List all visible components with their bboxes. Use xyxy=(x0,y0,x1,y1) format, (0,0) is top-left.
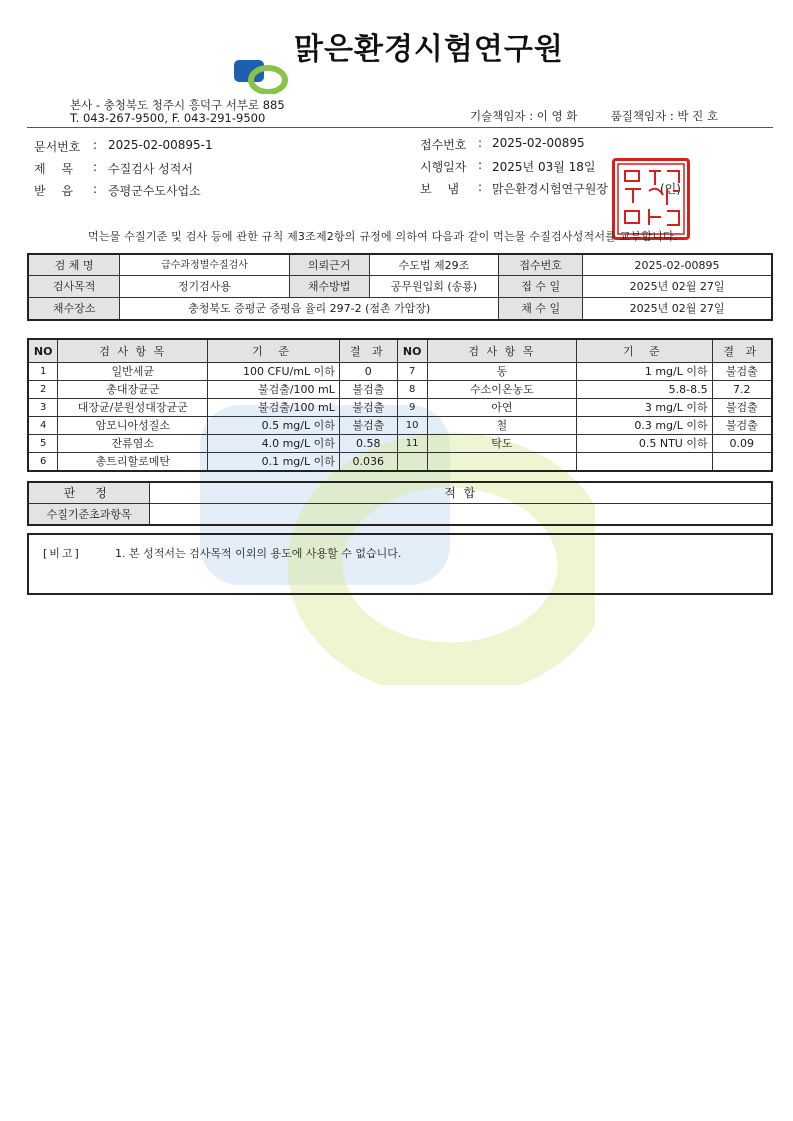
result-right-result: 불검출 xyxy=(712,417,772,435)
result-left-result: 불검출 xyxy=(339,381,397,399)
stamp-seal-icon xyxy=(615,161,687,237)
result-right-no: 9 xyxy=(397,399,427,417)
result-right-no: 8 xyxy=(397,381,427,399)
judgment-row xyxy=(28,482,772,504)
company-logo xyxy=(232,58,288,94)
result-left-std: 0.5 mg/L 이하 xyxy=(208,417,340,435)
purpose: 정기검사용 xyxy=(120,276,290,298)
result-left-std: 0.1 mg/L 이하 xyxy=(208,453,340,472)
header-no-right: NO xyxy=(397,339,427,363)
result-left-no: 1 xyxy=(28,363,58,381)
result-left-item: 잔류염소 xyxy=(58,435,208,453)
result-right-no: 11 xyxy=(397,435,427,453)
quality-manager: 품질책임자 : 박 진 호 xyxy=(610,109,719,123)
results-header-row xyxy=(28,339,772,363)
result-right-std: 1 mg/L 이하 xyxy=(577,363,713,381)
header-item-left: 검 사 항 목 xyxy=(58,339,208,363)
result-left-std: 100 CFU/mL 이하 xyxy=(208,363,340,381)
sender-seal: (인) xyxy=(660,182,681,196)
result-right-item: 수소이온농도 xyxy=(427,381,576,399)
location: 충청북도 증평군 증평읍 율리 297-2 (점촌 가압장) xyxy=(120,298,499,321)
subject: 수질검사 성적서 xyxy=(108,162,193,176)
result-left-no: 3 xyxy=(28,399,58,417)
header-divider xyxy=(27,127,773,128)
result-left-item: 암모니아성질소 xyxy=(58,417,208,435)
table-row xyxy=(28,363,772,381)
specimen: 급수과정별수질검사 xyxy=(120,254,290,276)
result-right-std: 5.8-8.5 xyxy=(577,381,713,399)
result-right-std: 0.5 NTU 이하 xyxy=(577,435,713,453)
judgment-table xyxy=(27,481,773,526)
result-right-no: 10 xyxy=(397,417,427,435)
header-std-left: 기 준 xyxy=(208,339,340,363)
table-row xyxy=(28,453,772,472)
results-table xyxy=(27,338,773,472)
test-date-label: 시행일자 xyxy=(420,160,467,174)
location-label: 채수장소 xyxy=(28,298,120,321)
judgment-label: 판 정 xyxy=(28,482,150,504)
header-std-right: 기 준 xyxy=(577,339,713,363)
table-row xyxy=(28,435,772,453)
header-no-left: NO xyxy=(28,339,58,363)
result-left-result: 0 xyxy=(339,363,397,381)
result-left-item: 총대장균군 xyxy=(58,381,208,399)
result-left-item: 일반세균 xyxy=(58,363,208,381)
exceed-label: 수질기준초과항목 xyxy=(28,504,150,526)
result-right-item: 아연 xyxy=(427,399,576,417)
result-left-no: 4 xyxy=(28,417,58,435)
result-right-result: 0.09 xyxy=(712,435,772,453)
result-right-no xyxy=(397,453,427,472)
header-result-right: 결 과 xyxy=(712,339,772,363)
method-label: 채수방법 xyxy=(289,276,369,298)
org-name: 맑은환경시험연구원 xyxy=(294,32,564,67)
receipt-date: 2025년 02월 27일 xyxy=(583,276,772,298)
result-left-result: 0.58 xyxy=(339,435,397,453)
receipt-no-label: 접수번호 xyxy=(420,138,467,152)
table-row xyxy=(28,399,772,417)
result-left-no: 2 xyxy=(28,381,58,399)
result-left-std: 4.0 mg/L 이하 xyxy=(208,435,340,453)
info-row-1 xyxy=(28,254,772,276)
result-right-result xyxy=(712,453,772,472)
judgment-value: 적 합 xyxy=(150,482,772,504)
method: 공무원입회 (송룡) xyxy=(369,276,499,298)
managers xyxy=(470,108,718,124)
result-left-result: 0.036 xyxy=(339,453,397,472)
receipt-date-label: 접 수 일 xyxy=(499,276,583,298)
basis-label: 의뢰근거 xyxy=(289,254,369,276)
sender: 맑은환경시험연구원장 xyxy=(492,182,608,196)
result-left-no: 5 xyxy=(28,435,58,453)
exceed-row xyxy=(28,504,772,526)
info-row-3 xyxy=(28,298,772,321)
basis: 수도법 제29조 xyxy=(369,254,499,276)
test-date: 2025년 03월 18일 xyxy=(492,160,596,174)
header-result-left: 결 과 xyxy=(339,339,397,363)
sampling-date: 2025년 02월 27일 xyxy=(583,298,772,321)
remark-text: 1. 본 성적서는 검사목적 이외의 용도에 사용할 수 없습니다. xyxy=(115,547,402,560)
tech-manager: 기술책임자 : 이 영 화 xyxy=(470,109,578,123)
result-right-std: 0.3 mg/L 이하 xyxy=(577,417,713,435)
table-row xyxy=(28,381,772,399)
doc-no: 2025-02-00895-1 xyxy=(108,138,213,152)
exceed-value xyxy=(150,504,772,526)
result-right-result: 불검출 xyxy=(712,363,772,381)
receipt: 2025-02-00895 xyxy=(583,254,772,276)
result-right-item: 철 xyxy=(427,417,576,435)
remark-box xyxy=(27,533,773,595)
recipient-label: 받 음 xyxy=(34,184,79,198)
info-row-2 xyxy=(28,276,772,298)
purpose-label: 검사목적 xyxy=(28,276,120,298)
receipt-label: 접수번호 xyxy=(499,254,583,276)
doc-no-label: 문서번호 xyxy=(34,140,81,154)
result-left-no: 6 xyxy=(28,453,58,472)
remark-label: [비고] xyxy=(43,547,81,560)
result-right-item: 동 xyxy=(427,363,576,381)
result-left-item: 대장균/분원성대장균군 xyxy=(58,399,208,417)
header-item-right: 검 사 항 목 xyxy=(427,339,576,363)
result-left-result: 불검출 xyxy=(339,399,397,417)
result-right-item xyxy=(427,453,576,472)
statement: 먹는물 수질기준 및 검사 등에 관한 규칙 제3조제2항의 규정에 의하여 다음과 같이 먹는물 수질검사성적서를 교부합니다. xyxy=(88,230,678,243)
result-left-std: 불검출/100 mL xyxy=(208,399,340,417)
table-row xyxy=(28,417,772,435)
result-left-item: 총트리할로메탄 xyxy=(58,453,208,472)
result-left-result: 불검출 xyxy=(339,417,397,435)
info-table xyxy=(27,253,773,321)
result-right-item: 탁도 xyxy=(427,435,576,453)
sampling-date-label: 채 수 일 xyxy=(499,298,583,321)
subject-label: 제 목 xyxy=(34,162,79,176)
contact: T. 043-267-9500, F. 043-291-9500 xyxy=(70,111,266,125)
address: 본사 - 충청북도 청주시 흥덕구 서부로 885 xyxy=(70,98,285,112)
specimen-label: 검 체 명 xyxy=(28,254,120,276)
result-right-no: 7 xyxy=(397,363,427,381)
sender-label: 보 냄 xyxy=(420,182,465,196)
result-right-result: 7.2 xyxy=(712,381,772,399)
result-right-std xyxy=(577,453,713,472)
receipt-no: 2025-02-00895 xyxy=(492,136,585,150)
result-right-std: 3 mg/L 이하 xyxy=(577,399,713,417)
result-left-std: 불검출/100 mL xyxy=(208,381,340,399)
recipient: 증평군수도사업소 xyxy=(108,184,201,198)
result-right-result: 불검출 xyxy=(712,399,772,417)
